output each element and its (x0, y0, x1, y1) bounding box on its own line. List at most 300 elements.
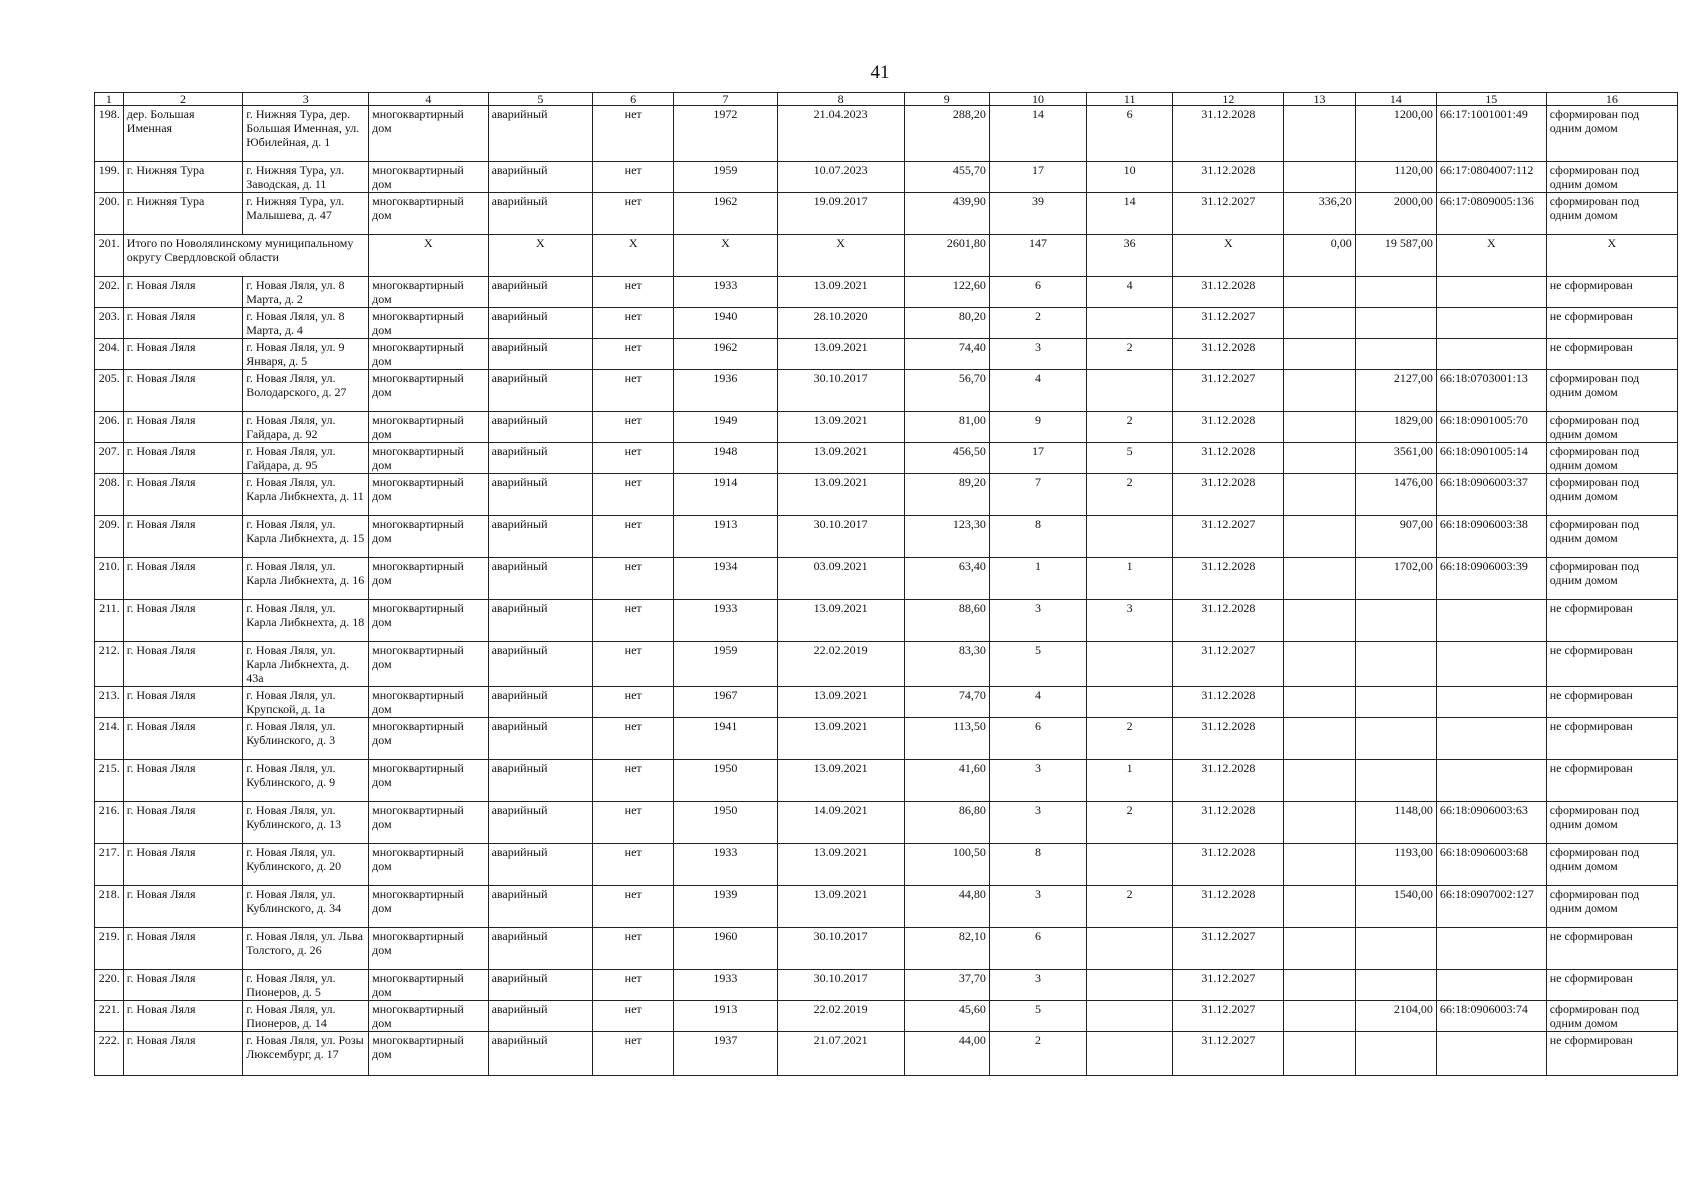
column-6: нет (593, 308, 674, 339)
residents: 3 (989, 886, 1086, 928)
table-row (95, 886, 1678, 928)
year-built: 1913 (674, 516, 777, 558)
land-status: сформирован под одним домом (1546, 802, 1677, 844)
area: 45,60 (904, 1001, 989, 1032)
condition: аварийный (488, 886, 593, 928)
column-13 (1284, 443, 1355, 474)
area: 81,00 (904, 412, 989, 443)
column-13 (1284, 687, 1355, 718)
residents: 4 (989, 370, 1086, 412)
house-type: многоквартирный дом (369, 106, 488, 162)
column-11: 3 (1086, 600, 1172, 642)
column-6: нет (593, 558, 674, 600)
date: 13.09.2021 (777, 844, 904, 886)
address: г. Новая Ляля, ул. Карла Либкнехта, д. 11 (243, 474, 369, 516)
column-11 (1086, 687, 1172, 718)
land-area (1355, 642, 1436, 687)
date: 19.09.2017 (777, 193, 904, 235)
condition: аварийный (488, 1001, 593, 1032)
condition: аварийный (488, 277, 593, 308)
address: г. Новая Ляля, ул. 8 Марта, д. 2 (243, 277, 369, 308)
year-built: 1940 (674, 308, 777, 339)
column-13 (1284, 370, 1355, 412)
year-built: 1962 (674, 339, 777, 370)
column-6: нет (593, 193, 674, 235)
summary-house-type: X (369, 235, 488, 277)
address: г. Новая Ляля, ул. Кублинского, д. 3 (243, 718, 369, 760)
locality: г. Новая Ляля (123, 474, 242, 516)
column-13 (1284, 474, 1355, 516)
row-number: 199. (95, 162, 124, 193)
column-11: 10 (1086, 162, 1172, 193)
land-area: 1540,00 (1355, 886, 1436, 928)
land-area: 1200,00 (1355, 106, 1436, 162)
row-number: 204. (95, 339, 124, 370)
year-built: 1962 (674, 193, 777, 235)
condition: аварийный (488, 106, 593, 162)
deadline: 31.12.2027 (1173, 370, 1284, 412)
column-13 (1284, 558, 1355, 600)
address: г. Нижняя Тура, ул. Заводская, д. 11 (243, 162, 369, 193)
locality: г. Новая Ляля (123, 928, 242, 970)
area: 89,20 (904, 474, 989, 516)
cadastral-number: 66:18:0906003:38 (1436, 516, 1546, 558)
row-number: 203. (95, 308, 124, 339)
deadline: 31.12.2028 (1173, 600, 1284, 642)
column-11: 2 (1086, 802, 1172, 844)
cadastral-number (1436, 718, 1546, 760)
cadastral-number (1436, 339, 1546, 370)
row-number: 198. (95, 106, 124, 162)
summary-year-built: X (674, 235, 777, 277)
cadastral-number: 66:17:1001001:49 (1436, 106, 1546, 162)
cadastral-number (1436, 970, 1546, 1001)
year-built: 1959 (674, 162, 777, 193)
land-status: сформирован под одним домом (1546, 474, 1677, 516)
area: 288,20 (904, 106, 989, 162)
date: 22.02.2019 (777, 642, 904, 687)
condition: аварийный (488, 193, 593, 235)
address: г. Новая Ляля, ул. Карла Либкнехта, д. 15 (243, 516, 369, 558)
residents: 3 (989, 600, 1086, 642)
year-built: 1933 (674, 844, 777, 886)
table-row (95, 412, 1678, 443)
column-6: нет (593, 370, 674, 412)
area: 37,70 (904, 970, 989, 1001)
deadline: 31.12.2028 (1173, 443, 1284, 474)
table-row (95, 370, 1678, 412)
year-built: 1934 (674, 558, 777, 600)
table-row (95, 193, 1678, 235)
summary-land-area: 19 587,00 (1355, 235, 1436, 277)
deadline: 31.12.2027 (1173, 642, 1284, 687)
row-number: 214. (95, 718, 124, 760)
locality: г. Новая Ляля (123, 1032, 242, 1076)
address: г. Новая Ляля, ул. Кублинского, д. 20 (243, 844, 369, 886)
date: 13.09.2021 (777, 600, 904, 642)
residents: 2 (989, 1032, 1086, 1076)
area: 56,70 (904, 370, 989, 412)
house-type: многоквартирный дом (369, 558, 488, 600)
land-status: не сформирован (1546, 970, 1677, 1001)
summary-column-13: 0,00 (1284, 235, 1355, 277)
land-status: сформирован под одним домом (1546, 886, 1677, 928)
column-13 (1284, 970, 1355, 1001)
locality: г. Новая Ляля (123, 1001, 242, 1032)
land-area: 1148,00 (1355, 802, 1436, 844)
cadastral-number (1436, 277, 1546, 308)
column-6: нет (593, 474, 674, 516)
summary-label: Итого по Новолялинскому муниципальному округу Свердловской области (123, 235, 368, 277)
address: г. Новая Ляля, ул. Кублинского, д. 9 (243, 760, 369, 802)
date: 13.09.2021 (777, 474, 904, 516)
condition: аварийный (488, 339, 593, 370)
address: г. Новая Ляля, ул. Карла Либкнехта, д. 18 (243, 600, 369, 642)
residents: 6 (989, 718, 1086, 760)
locality: г. Новая Ляля (123, 970, 242, 1001)
year-built: 1914 (674, 474, 777, 516)
year-built: 1960 (674, 928, 777, 970)
summary-condition: X (488, 235, 593, 277)
house-type: многоквартирный дом (369, 928, 488, 970)
land-status: сформирован под одним домом (1546, 193, 1677, 235)
area: 113,50 (904, 718, 989, 760)
land-status: сформирован под одним домом (1546, 443, 1677, 474)
residents: 6 (989, 277, 1086, 308)
cadastral-number: 66:18:0907002:127 (1436, 886, 1546, 928)
row-number: 206. (95, 412, 124, 443)
column-6: нет (593, 970, 674, 1001)
cadastral-number: 66:18:0901005:14 (1436, 443, 1546, 474)
date: 22.02.2019 (777, 1001, 904, 1032)
cadastral-number: 66:18:0906003:39 (1436, 558, 1546, 600)
row-number: 201. (95, 235, 124, 277)
house-type: многоквартирный дом (369, 412, 488, 443)
land-status: не сформирован (1546, 339, 1677, 370)
locality: г. Новая Ляля (123, 443, 242, 474)
column-13 (1284, 844, 1355, 886)
locality: г. Нижняя Тура (123, 193, 242, 235)
address: г. Новая Ляля, ул. Гайдара, д. 95 (243, 443, 369, 474)
locality: дер. Большая Именная (123, 106, 242, 162)
table-row (95, 844, 1678, 886)
table-row (95, 642, 1678, 687)
house-type: многоквартирный дом (369, 970, 488, 1001)
row-number: 218. (95, 886, 124, 928)
year-built: 1967 (674, 687, 777, 718)
locality: г. Новая Ляля (123, 687, 242, 718)
table-row (95, 558, 1678, 600)
deadline: 31.12.2028 (1173, 886, 1284, 928)
row-number: 205. (95, 370, 124, 412)
area: 63,40 (904, 558, 989, 600)
residents: 8 (989, 844, 1086, 886)
land-status: не сформирован (1546, 600, 1677, 642)
house-type: многоквартирный дом (369, 718, 488, 760)
locality: г. Новая Ляля (123, 760, 242, 802)
residents: 17 (989, 162, 1086, 193)
table-row (95, 339, 1678, 370)
condition: аварийный (488, 802, 593, 844)
table-row (95, 474, 1678, 516)
summary-date: X (777, 235, 904, 277)
date: 10.07.2023 (777, 162, 904, 193)
condition: аварийный (488, 718, 593, 760)
date: 03.09.2021 (777, 558, 904, 600)
locality: г. Новая Ляля (123, 370, 242, 412)
date: 13.09.2021 (777, 412, 904, 443)
land-status: сформирован под одним домом (1546, 162, 1677, 193)
column-number: 1 (95, 93, 124, 106)
condition: аварийный (488, 600, 593, 642)
house-type: многоквартирный дом (369, 886, 488, 928)
land-status: сформирован под одним домом (1546, 370, 1677, 412)
land-area (1355, 928, 1436, 970)
deadline: 31.12.2027 (1173, 928, 1284, 970)
condition: аварийный (488, 760, 593, 802)
land-area: 1702,00 (1355, 558, 1436, 600)
column-11: 2 (1086, 474, 1172, 516)
house-type: многоквартирный дом (369, 642, 488, 687)
land-area (1355, 970, 1436, 1001)
column-11: 2 (1086, 412, 1172, 443)
column-13 (1284, 642, 1355, 687)
address: г. Новая Ляля, ул. Крупской, д. 1а (243, 687, 369, 718)
column-11: 4 (1086, 277, 1172, 308)
row-number: 200. (95, 193, 124, 235)
table-row (95, 970, 1678, 1001)
house-type: многоквартирный дом (369, 516, 488, 558)
table-row (95, 443, 1678, 474)
land-status: сформирован под одним домом (1546, 106, 1677, 162)
row-number: 207. (95, 443, 124, 474)
land-area (1355, 687, 1436, 718)
land-area: 907,00 (1355, 516, 1436, 558)
residents: 2 (989, 308, 1086, 339)
housing-table (94, 92, 1678, 1076)
address: г. Новая Ляля, ул. Кублинского, д. 13 (243, 802, 369, 844)
column-11: 14 (1086, 193, 1172, 235)
column-13 (1284, 308, 1355, 339)
house-type: многоквартирный дом (369, 802, 488, 844)
column-13 (1284, 106, 1355, 162)
cadastral-number: 66:18:0906003:68 (1436, 844, 1546, 886)
table-row (95, 1032, 1678, 1076)
residents: 6 (989, 928, 1086, 970)
land-status: сформирован под одним домом (1546, 844, 1677, 886)
condition: аварийный (488, 370, 593, 412)
cadastral-number: 66:17:0804007:112 (1436, 162, 1546, 193)
column-6: нет (593, 642, 674, 687)
area: 41,60 (904, 760, 989, 802)
row-number: 219. (95, 928, 124, 970)
house-type: многоквартирный дом (369, 370, 488, 412)
year-built: 1933 (674, 277, 777, 308)
area: 74,70 (904, 687, 989, 718)
condition: аварийный (488, 970, 593, 1001)
date: 14.09.2021 (777, 802, 904, 844)
column-13 (1284, 516, 1355, 558)
date: 13.09.2021 (777, 718, 904, 760)
cadastral-number: 66:18:0901005:70 (1436, 412, 1546, 443)
table-row (95, 760, 1678, 802)
area: 123,30 (904, 516, 989, 558)
column-6: нет (593, 106, 674, 162)
cadastral-number: 66:18:0906003:74 (1436, 1001, 1546, 1032)
row-number: 216. (95, 802, 124, 844)
address: г. Новая Ляля, ул. Пионеров, д. 5 (243, 970, 369, 1001)
column-13 (1284, 886, 1355, 928)
column-13 (1284, 277, 1355, 308)
address: г. Новая Ляля, ул. Володарского, д. 27 (243, 370, 369, 412)
column-6: нет (593, 443, 674, 474)
residents: 3 (989, 970, 1086, 1001)
table-row (95, 600, 1678, 642)
land-area: 2127,00 (1355, 370, 1436, 412)
land-status: не сформирован (1546, 718, 1677, 760)
land-status: не сформирован (1546, 308, 1677, 339)
year-built: 1972 (674, 106, 777, 162)
summary-deadline: X (1173, 235, 1284, 277)
row-number: 222. (95, 1032, 124, 1076)
column-6: нет (593, 412, 674, 443)
area: 88,60 (904, 600, 989, 642)
deadline: 31.12.2027 (1173, 193, 1284, 235)
year-built: 1913 (674, 1001, 777, 1032)
cadastral-number: 66:18:0703001:13 (1436, 370, 1546, 412)
condition: аварийный (488, 558, 593, 600)
column-11: 2 (1086, 339, 1172, 370)
cadastral-number (1436, 600, 1546, 642)
deadline: 31.12.2027 (1173, 1032, 1284, 1076)
column-11 (1086, 928, 1172, 970)
area: 455,70 (904, 162, 989, 193)
area: 80,20 (904, 308, 989, 339)
cadastral-number (1436, 308, 1546, 339)
column-11: 2 (1086, 718, 1172, 760)
house-type: многоквартирный дом (369, 474, 488, 516)
address: г. Новая Ляля, ул. 8 Марта, д. 4 (243, 308, 369, 339)
deadline: 31.12.2028 (1173, 474, 1284, 516)
year-built: 1950 (674, 760, 777, 802)
residents: 3 (989, 802, 1086, 844)
cadastral-number (1436, 1032, 1546, 1076)
date: 21.04.2023 (777, 106, 904, 162)
address: г. Новая Ляля, ул. Розы Люксембург, д. 17 (243, 1032, 369, 1076)
column-number: 16 (1546, 93, 1677, 106)
table-row (95, 928, 1678, 970)
column-13 (1284, 162, 1355, 193)
row-number: 213. (95, 687, 124, 718)
residents: 17 (989, 443, 1086, 474)
column-6: нет (593, 844, 674, 886)
table-row (95, 516, 1678, 558)
table-row (95, 1001, 1678, 1032)
column-6: нет (593, 516, 674, 558)
row-number: 208. (95, 474, 124, 516)
land-status: сформирован под одним домом (1546, 412, 1677, 443)
deadline: 31.12.2028 (1173, 339, 1284, 370)
column-number: 9 (904, 93, 989, 106)
locality: г. Новая Ляля (123, 277, 242, 308)
column-number: 11 (1086, 93, 1172, 106)
area: 122,60 (904, 277, 989, 308)
deadline: 31.12.2028 (1173, 687, 1284, 718)
row-number: 212. (95, 642, 124, 687)
column-13 (1284, 339, 1355, 370)
column-6: нет (593, 718, 674, 760)
residents: 3 (989, 760, 1086, 802)
land-area (1355, 339, 1436, 370)
date: 13.09.2021 (777, 886, 904, 928)
year-built: 1933 (674, 970, 777, 1001)
column-11: 1 (1086, 558, 1172, 600)
row-number: 211. (95, 600, 124, 642)
date: 21.07.2021 (777, 1032, 904, 1076)
area: 100,50 (904, 844, 989, 886)
house-type: многоквартирный дом (369, 443, 488, 474)
land-area: 1193,00 (1355, 844, 1436, 886)
condition: аварийный (488, 412, 593, 443)
land-status: не сформирован (1546, 642, 1677, 687)
house-type: многоквартирный дом (369, 308, 488, 339)
date: 30.10.2017 (777, 970, 904, 1001)
residents: 4 (989, 687, 1086, 718)
summary-row (95, 235, 1678, 277)
column-6: нет (593, 928, 674, 970)
summary-residents: 147 (989, 235, 1086, 277)
locality: г. Новая Ляля (123, 339, 242, 370)
column-number: 6 (593, 93, 674, 106)
column-13 (1284, 928, 1355, 970)
table-row (95, 718, 1678, 760)
table-row (95, 162, 1678, 193)
locality: г. Новая Ляля (123, 558, 242, 600)
row-number: 220. (95, 970, 124, 1001)
house-type: многоквартирный дом (369, 339, 488, 370)
row-number: 210. (95, 558, 124, 600)
address: г. Новая Ляля, ул. Карла Либкнехта, д. 43а (243, 642, 369, 687)
locality: г. Новая Ляля (123, 886, 242, 928)
column-11: 2 (1086, 886, 1172, 928)
year-built: 1941 (674, 718, 777, 760)
column-13 (1284, 412, 1355, 443)
year-built: 1933 (674, 600, 777, 642)
summary-column-6: X (593, 235, 674, 277)
column-number: 5 (488, 93, 593, 106)
column-number: 13 (1284, 93, 1355, 106)
land-area: 3561,00 (1355, 443, 1436, 474)
locality: г. Нижняя Тура (123, 162, 242, 193)
deadline: 31.12.2028 (1173, 760, 1284, 802)
date: 30.10.2017 (777, 928, 904, 970)
summary-area: 2601,80 (904, 235, 989, 277)
address: г. Новая Ляля, ул. Карла Либкнехта, д. 16 (243, 558, 369, 600)
condition: аварийный (488, 516, 593, 558)
residents: 7 (989, 474, 1086, 516)
date: 13.09.2021 (777, 339, 904, 370)
locality: г. Новая Ляля (123, 600, 242, 642)
column-6: нет (593, 1032, 674, 1076)
deadline: 31.12.2028 (1173, 162, 1284, 193)
column-13 (1284, 718, 1355, 760)
deadline: 31.12.2027 (1173, 1001, 1284, 1032)
date: 13.09.2021 (777, 760, 904, 802)
locality: г. Новая Ляля (123, 718, 242, 760)
summary-column-11: 36 (1086, 235, 1172, 277)
column-11 (1086, 1032, 1172, 1076)
column-number: 2 (123, 93, 242, 106)
